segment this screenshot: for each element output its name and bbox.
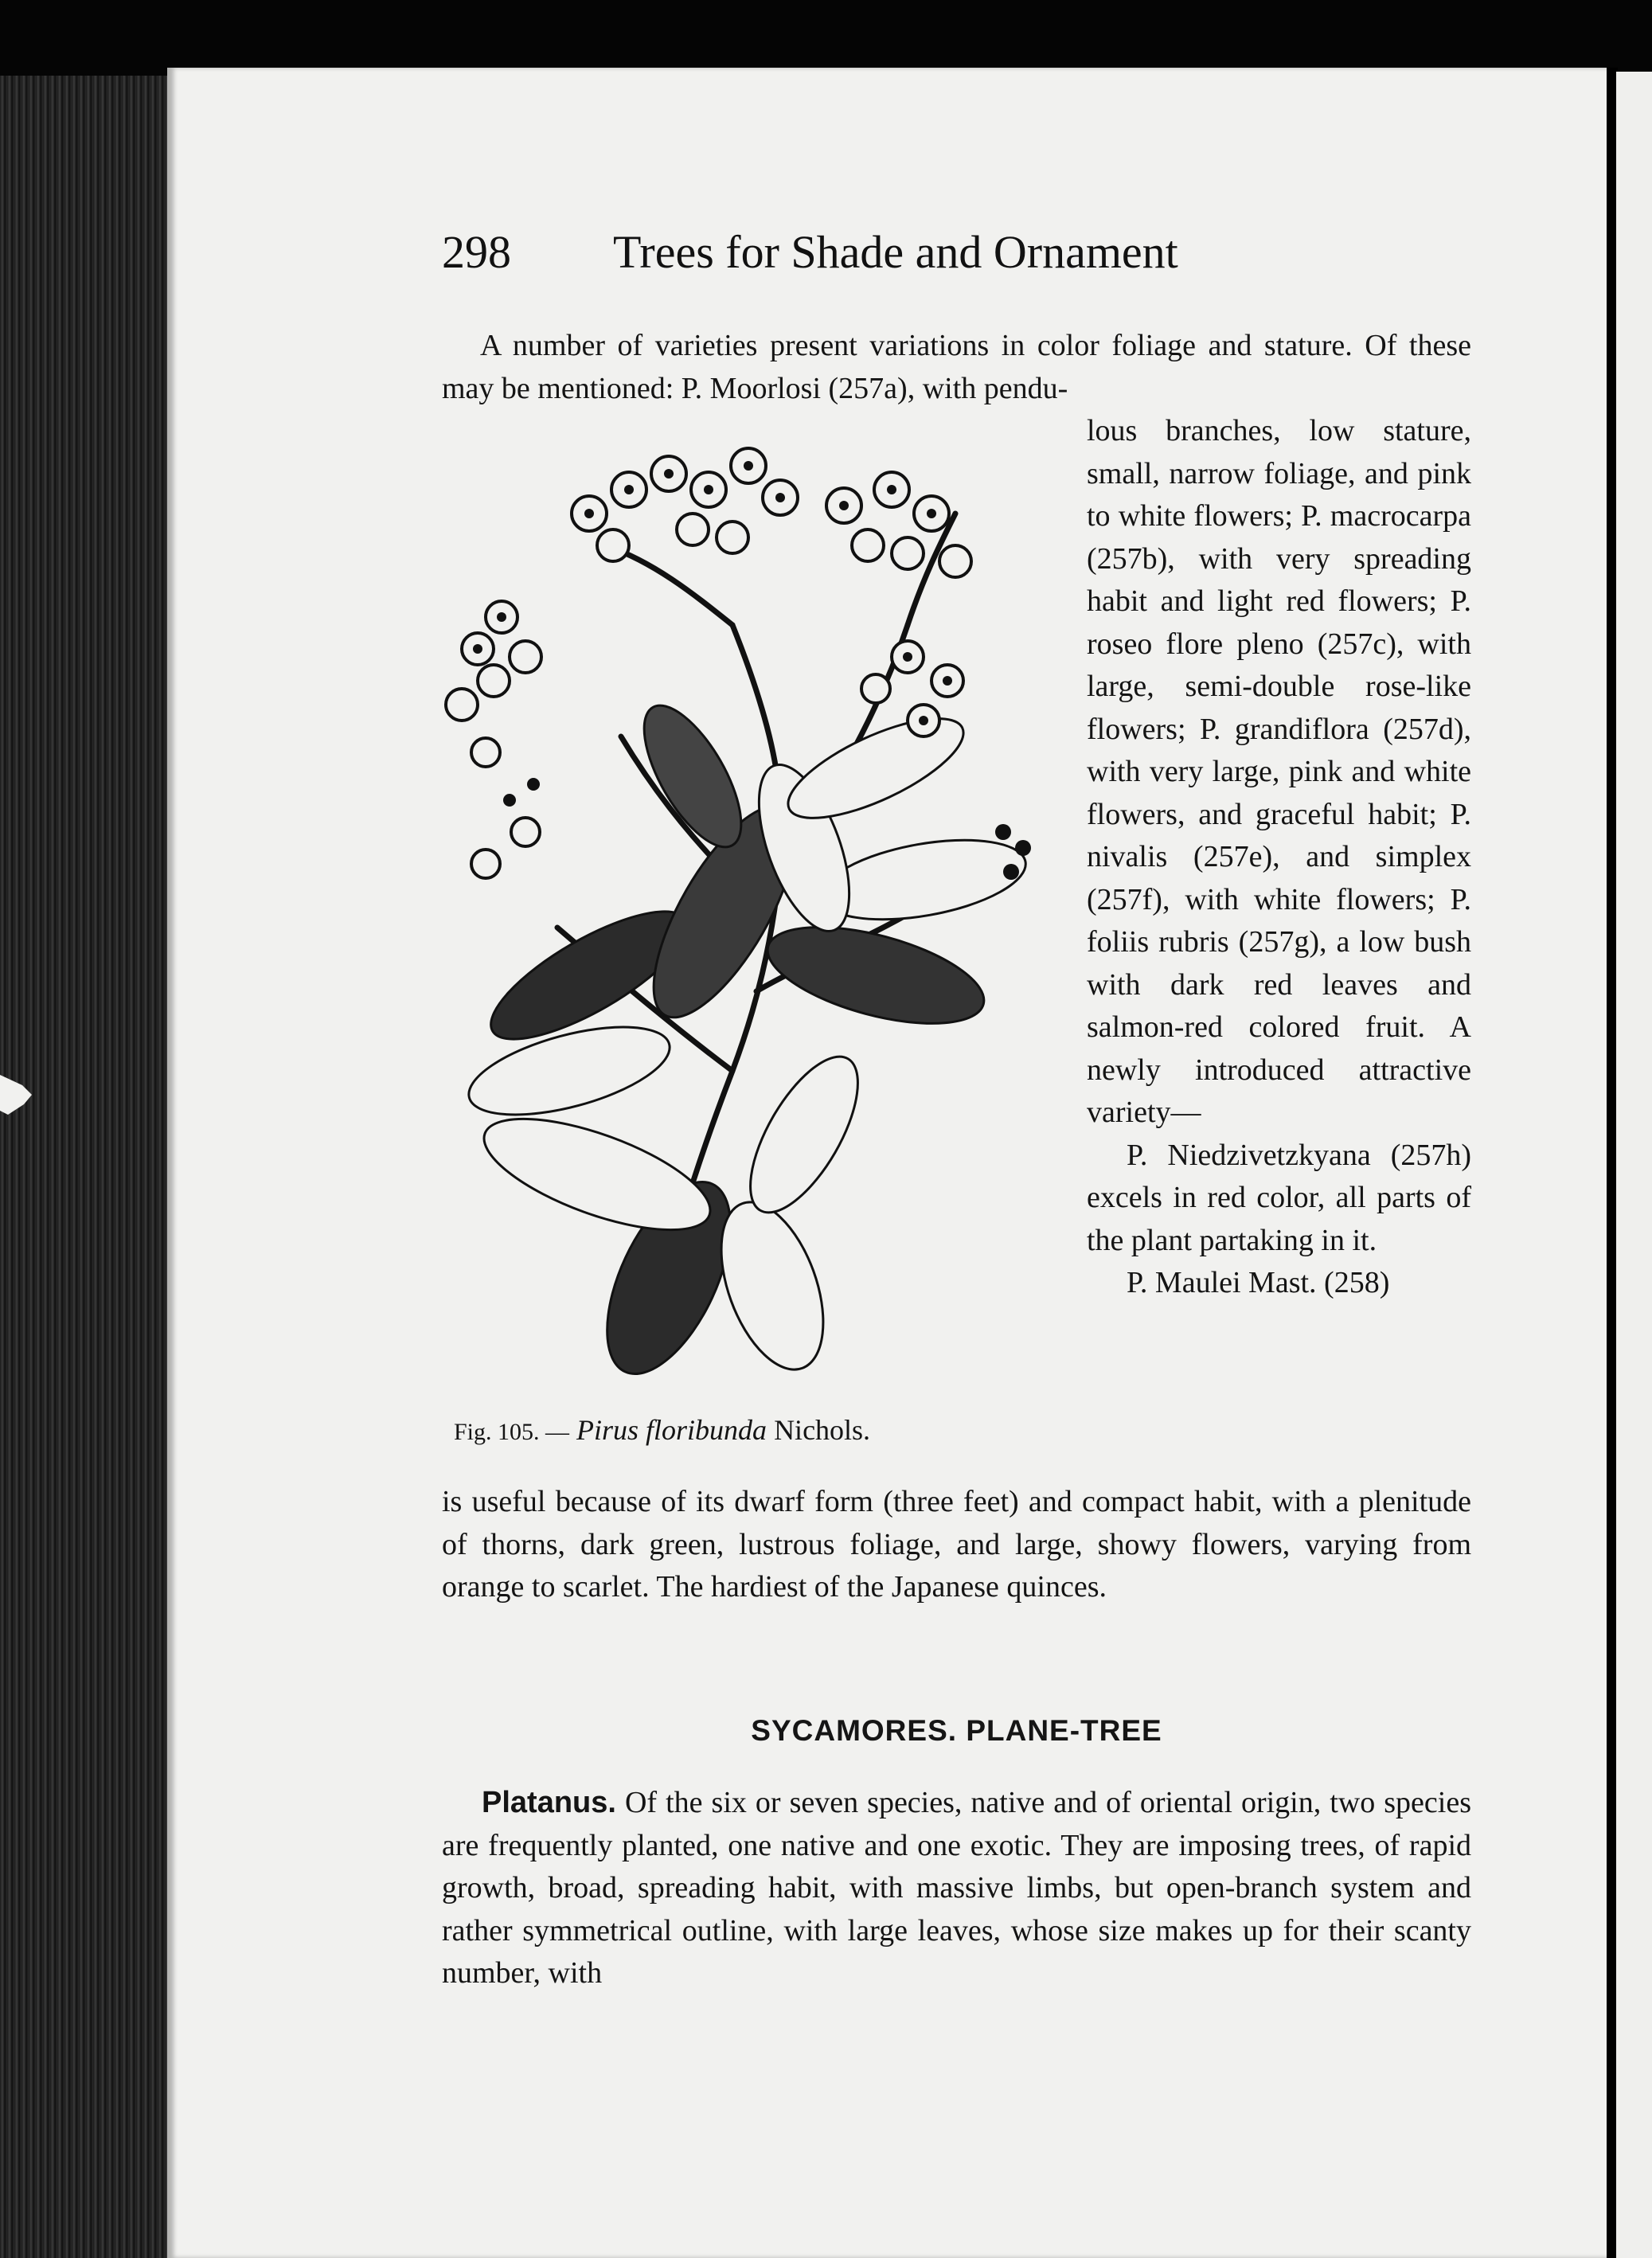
- running-title: Trees for Shade and Ornament: [613, 226, 1178, 278]
- paper-tear-mark: [0, 1071, 32, 1119]
- caption-figure-number: Fig. 105. —: [454, 1419, 570, 1445]
- section-heading: SYCAMORES. PLANE-TREE: [751, 1714, 1162, 1747]
- platanus-paragraph: [442, 1782, 1471, 1995]
- caption-species: Pirus floribunda: [576, 1414, 767, 1446]
- intro-paragraph: A number of varieties present variations in color foliage and stature. Of these may be mentioned: P. Moorlosi (257a), with pendu-: [442, 329, 1471, 405]
- side-paragraph-maulei: P. Maulei Mast. (258): [1127, 1266, 1390, 1299]
- plant-illustration: [430, 418, 1059, 1413]
- side-paragraph-varieties: lous branches, low stature, small, narrow foliage, and pink to white flowers; P. macrocarpa (257b), with very spreading habit and light red flowers; P. roseo flore pleno (257c), with large, semi-double rose-like flowers; P. grandiflora (257d), with very large, pink and white flowers, and graceful habit; P. nivalis (257e), and simplex (257f), with white flowers; P. foliis rubris (257g), a low bush with dark red leaves and salmon-red colored fruit. A newly introduced attractive variety—: [1087, 414, 1471, 1129]
- figure-caption: [454, 1413, 1075, 1447]
- book-page-edges: [0, 76, 179, 2258]
- running-header: [442, 225, 1477, 289]
- side-paragraph-niedzivetzkyana: P. Niedzivetzkyana (257h) excels in red color, all parts of the plant partaking in it.: [1087, 1138, 1471, 1257]
- side-column-text: [1087, 410, 1471, 1305]
- caption-author: Nichols.: [774, 1414, 871, 1446]
- facing-page-edge: [1616, 72, 1652, 2258]
- maulei-continuation: is useful because of its dwarf form (three feet) and compact habit, with a plenitude of thorns, dark green, lustrous foliage, and large, showy flowers, varying from orange to scarlet. The hardiest of the Japanese quinces.: [442, 1485, 1471, 1604]
- page-number: 298: [442, 226, 511, 278]
- platanus-body: Of the six or seven species, native and of oriental origin, two species are frequently planted, one native and one exotic. They are imposing trees, of rapid growth, broad, spreading habit, with massive limbs, but open-branch system and rather symmetrical outline, with large leaves, whose size makes up for their scanty number, with: [442, 1786, 1472, 1990]
- platanus-lead: Platanus.: [482, 1786, 616, 1819]
